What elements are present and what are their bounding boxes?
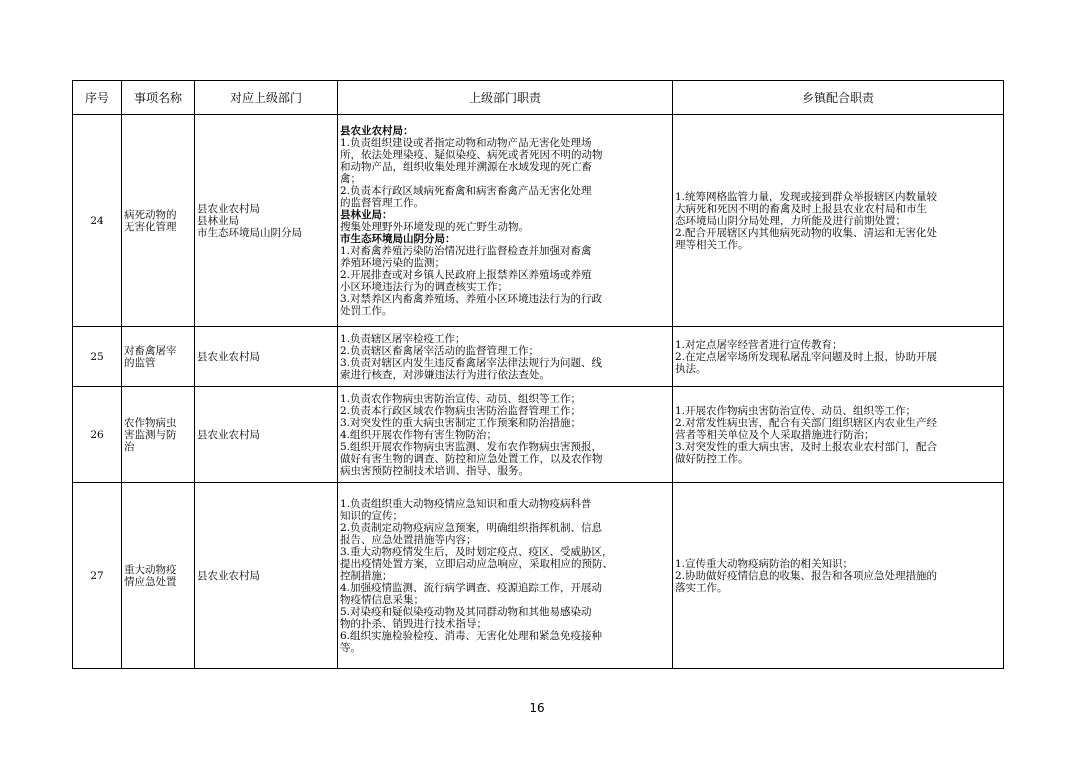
header-township-duties: 乡镇配合职责 xyxy=(673,81,1004,115)
duty-line: 1.负责组织建设或者指定动物和动物产品无害化处理场 xyxy=(340,136,592,149)
township-duty-line: 营者等相关单位及个人采取措施进行防治； xyxy=(675,428,875,441)
serial-number-cell: 24 xyxy=(73,115,122,327)
item-name-line: 无害化管理 xyxy=(124,220,177,233)
township-duty-line: 执法。 xyxy=(675,362,707,375)
duty-line: 做好有害生物的调查、防控和应急处置工作，以及农作物 xyxy=(340,452,603,465)
duty-line: 2.负责辖区畜禽屠宰活动的监督管理工作； xyxy=(340,344,540,357)
duty-line: 1.负责农作物病虫害防治宣传、动员、组织等工作； xyxy=(340,392,582,405)
duty-line: 3.重大动物疫情发生后，及时划定疫点、疫区、受威胁区， xyxy=(340,545,613,558)
township-duties-cell xyxy=(673,483,1004,669)
township-duties-cell xyxy=(673,327,1004,387)
duty-line: 1.负责组织重大动物疫情应急知识和重大动物疫病科普 xyxy=(340,497,592,510)
township-duty-line: 2.配合开展辖区内其他病死动物的收集、清运和无害化处 xyxy=(675,226,938,239)
duty-line: 报告、应急处置措施等内容； xyxy=(340,533,477,546)
item-name-line: 重大动物疫 xyxy=(124,563,177,576)
serial-number-cell: 26 xyxy=(73,387,122,483)
header-item-name: 事项名称 xyxy=(122,81,195,115)
duty-line: 4.组织开展农作物有害生物防治； xyxy=(340,428,498,441)
duty-line: 2.负责制定动物疫病应急预案，明确组织指挥机制、信息 xyxy=(340,521,603,534)
superior-duties-cell xyxy=(338,387,673,483)
department-line: 县农业农村局 xyxy=(197,350,260,363)
duty-line: 5.对染疫和疑似染疫动物及其同群动物和其他易感染动 xyxy=(340,605,592,618)
township-duty-line: 2.协助做好疫情信息的收集、报告和各项应急处理措施的 xyxy=(675,569,938,582)
item-name-cell xyxy=(122,387,195,483)
duty-line: 索进行核查，对涉嫌违法行为进行依法查处。 xyxy=(340,368,550,381)
duty-line: 知识的宣传； xyxy=(340,509,403,522)
duty-line: 物疫情信息采集； xyxy=(340,593,424,606)
department-heading: 县林业局： xyxy=(340,208,393,221)
duty-line: 3.对突发性的重大病虫害制定工作预案和防治措施； xyxy=(340,416,582,429)
township-duty-line: 2.对常发性病虫害，配合有关部门组织辖区内农业生产经 xyxy=(675,416,938,429)
table-row xyxy=(73,115,1004,327)
duty-line: 病虫害预防控制技术培训、指导、服务。 xyxy=(340,464,529,477)
serial-number-cell: 25 xyxy=(73,327,122,387)
duty-line: 3.负责对辖区内发生违反畜禽屠宰法律法规行为问题、线 xyxy=(340,356,603,369)
department-cell xyxy=(195,327,338,387)
department-line: 县林业局 xyxy=(197,214,239,227)
item-name-line: 对畜禽屠宰 xyxy=(124,344,177,357)
item-name-line: 的监管 xyxy=(124,356,156,369)
township-duties-cell xyxy=(673,115,1004,327)
department-line: 市生态环境局山阴分局 xyxy=(197,226,302,239)
duty-line: 处罚工作。 xyxy=(340,304,393,317)
duty-line: 和动物产品，组织收集处理并溯源在水域发现的死亡畜 xyxy=(340,160,592,173)
duty-line: 搜集处理野外环境发现的死亡野生动物。 xyxy=(340,220,529,233)
duty-line: 提出疫情处置方案，立即启动应急响应，采取相应的预防、 xyxy=(340,557,613,570)
duty-line: 6.组织实施检验检疫、消毒、无害化处理和紧急免疫接种 xyxy=(340,629,603,642)
township-duties-cell xyxy=(673,387,1004,483)
item-name-line: 害监测与防 xyxy=(124,428,177,441)
table-body xyxy=(73,115,1004,669)
item-name-line: 情应急处置 xyxy=(124,575,177,588)
superior-duties-cell xyxy=(338,115,673,327)
table-row xyxy=(73,387,1004,483)
item-name-cell xyxy=(122,483,195,669)
department-line: 县农业农村局 xyxy=(197,428,260,441)
duty-line: 5.组织开展农作物病虫害监测、发布农作物病虫害预报， xyxy=(340,440,603,453)
duty-line: 4.加强疫情监测、流行病学调查、疫源追踪工作，开展动 xyxy=(340,581,603,594)
header-row xyxy=(73,81,1004,115)
duty-line: 3.对禁养区内畜禽养殖场、养殖小区环境违法行为的行政 xyxy=(340,292,603,305)
table-row xyxy=(73,483,1004,669)
superior-duties-cell xyxy=(338,327,673,387)
header-serial-number: 序号 xyxy=(73,81,122,115)
duty-line: 2.负责本行政区域农作物病虫害防治监督管理工作； xyxy=(340,404,582,417)
township-duty-line: 2.在定点屠宰场所发现私屠乱宰问题及时上报，协助开展 xyxy=(675,350,938,363)
item-name-line: 病死动物的 xyxy=(124,208,177,221)
township-duty-line: 理等相关工作。 xyxy=(675,238,749,251)
duty-line: 物的扑杀、销毁进行技术指导； xyxy=(340,617,487,630)
duty-line: 小区环境违法行为的调查核实工作； xyxy=(340,280,508,293)
superior-duties-cell xyxy=(338,483,673,669)
duties-table xyxy=(72,80,1004,669)
duty-line: 的监督管理工作。 xyxy=(340,196,424,209)
duty-line: 1.对畜禽养殖污染防治情况进行监督检查并加强对畜禽 xyxy=(340,244,592,257)
item-name-cell xyxy=(122,115,195,327)
duty-line: 禽； xyxy=(340,172,361,185)
duty-line: 控制措施； xyxy=(340,569,393,582)
township-duty-line: 做好防控工作。 xyxy=(675,452,749,465)
duty-line: 1.负责辖区屠宰检疫工作； xyxy=(340,332,466,345)
township-duty-line: 大病死和死因不明的畜禽及时上报县农业农村局和市生 xyxy=(675,202,927,215)
page-number: 16 xyxy=(529,701,545,715)
department-cell xyxy=(195,387,338,483)
township-duty-line: 态环境局山阴分局处理，力所能及进行前期处置； xyxy=(675,214,906,227)
table-row xyxy=(73,327,1004,387)
township-duty-line: 3.对突发性的重大病虫害，及时上报农业农村部门，配合 xyxy=(675,440,938,453)
department-line: 县农业农村局 xyxy=(197,202,260,215)
duty-line: 养殖环境污染的监测； xyxy=(340,256,445,269)
department-cell xyxy=(195,115,338,327)
item-name-line: 治 xyxy=(124,440,135,453)
header-superior-department: 对应上级部门 xyxy=(195,81,338,115)
item-name-line: 农作物病虫 xyxy=(124,416,177,429)
serial-number-cell: 27 xyxy=(73,483,122,669)
township-duty-line: 落实工作。 xyxy=(675,581,728,594)
header-superior-duties: 上级部门职责 xyxy=(338,81,673,115)
department-line: 县农业农村局 xyxy=(197,569,260,582)
duty-line: 等。 xyxy=(340,641,361,654)
township-duty-line: 1.开展农作物病虫害防治宣传、动员、组织等工作； xyxy=(675,404,917,417)
township-duty-line: 1.对定点屠宰经营者进行宣传教育； xyxy=(675,338,843,351)
item-name-cell xyxy=(122,327,195,387)
township-duty-line: 1.统筹网格监管力量，发现或接到群众举报辖区内数量较 xyxy=(675,190,938,203)
duty-line: 2.负责本行政区域病死畜禽和病害畜禽产品无害化处理 xyxy=(340,184,592,197)
duty-line: 2.开展排查或对乡镇人民政府上报禁养区养殖场或养殖 xyxy=(340,268,592,281)
department-heading: 县农业农村局： xyxy=(340,124,414,137)
township-duty-line: 1.宣传重大动物疫病防治的相关知识； xyxy=(675,557,854,570)
department-heading: 市生态环境局山阴分局： xyxy=(340,232,456,245)
duty-line: 所，依法处理染疫、疑似染疫、病死或者死因不明的动物 xyxy=(340,148,603,161)
department-cell xyxy=(195,483,338,669)
